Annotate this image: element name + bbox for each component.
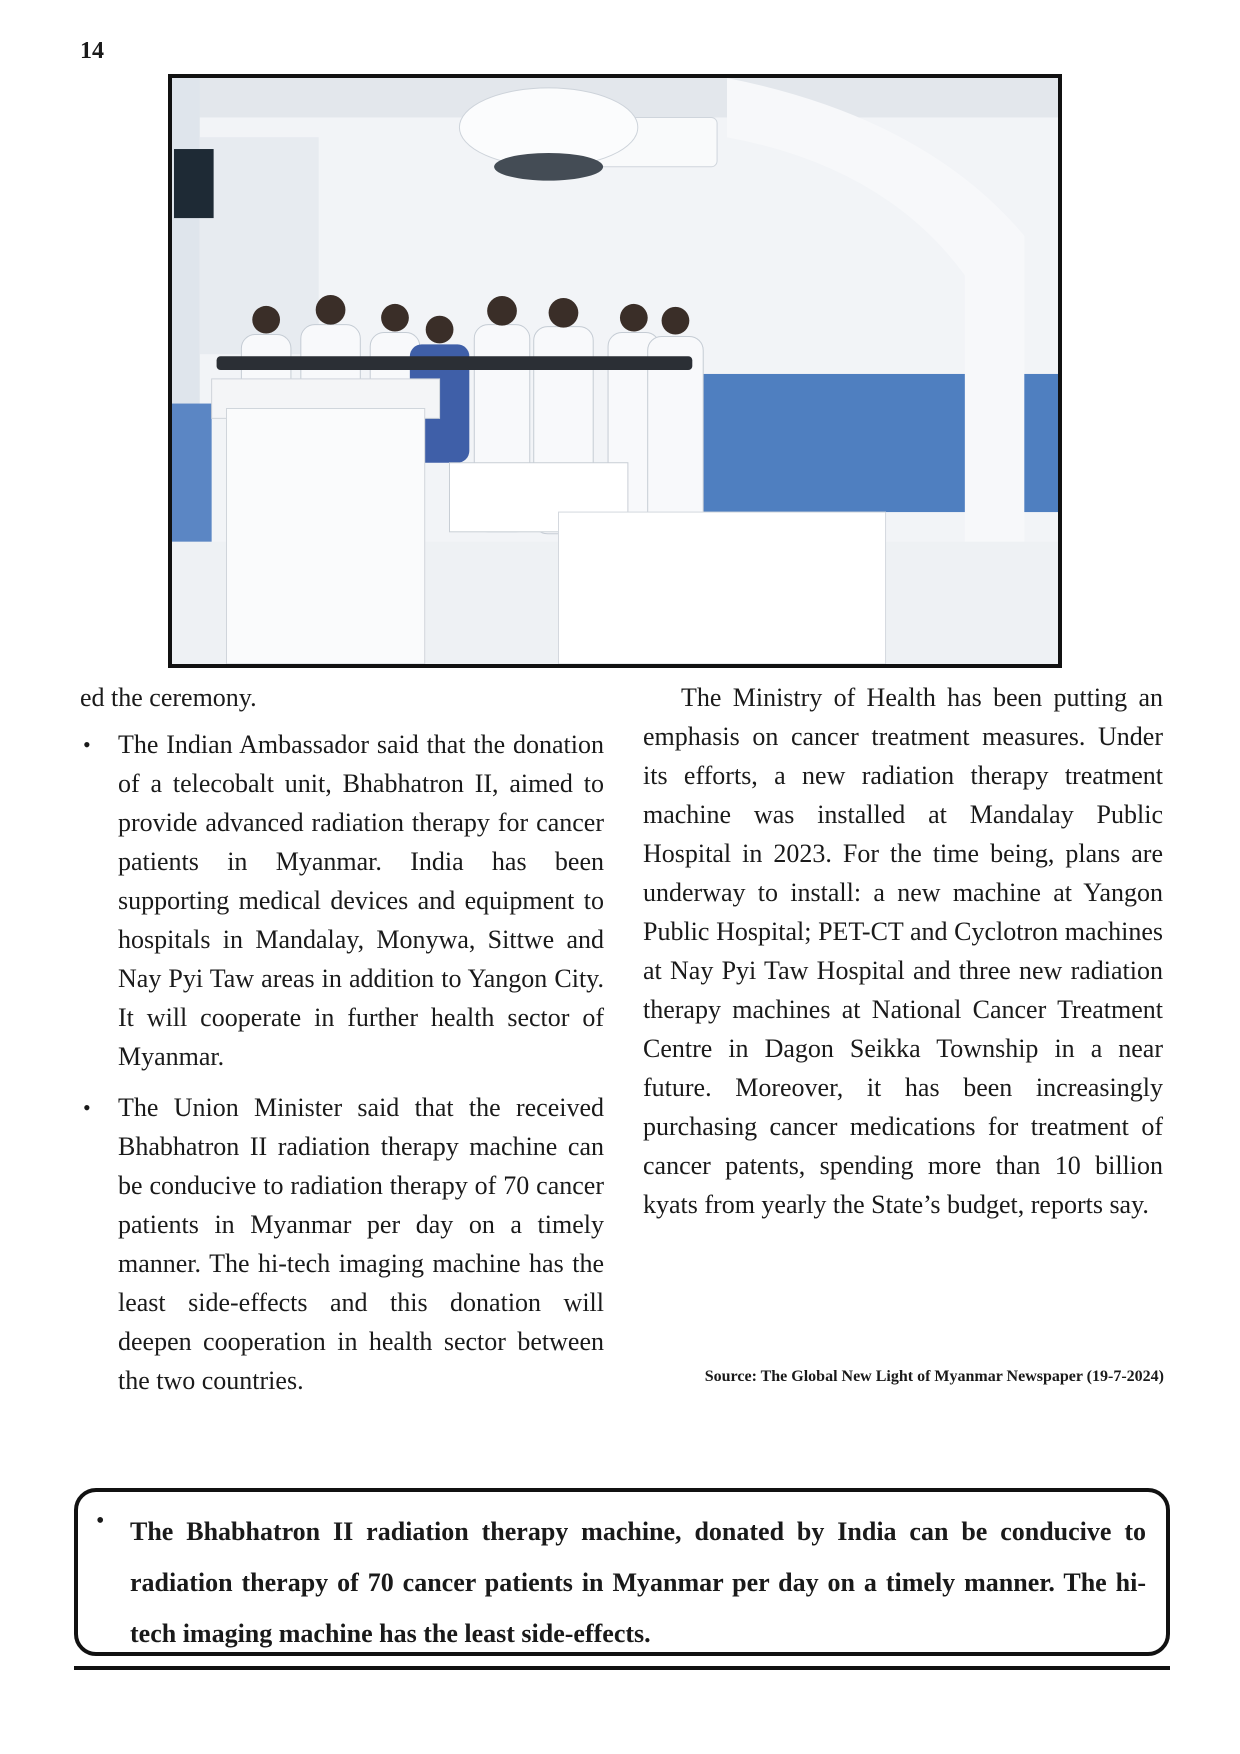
- list-item: [80, 1088, 604, 1400]
- right-paragraph: The Ministry of Health has been putting an emphasis on cancer treatment measures. Under its efforts, a new radiation therapy treatment machine was installed at Mandalay Public Hospital in 2023. For the time being, plans are underway to install: a new machine at Yangon Public Hospital; PET-CT and Cyclotron machines at Nay Pyi Taw Hospital and three new radiation therapy machines at National Cancer Treatment Centre in Dagon Seikka Township in a near future. Moreover, it has been increasingly purchasing cancer medications for treatment of cancer patents, spending more than 10 billion kyats from yearly the State’s budget, reports say.: [643, 683, 1163, 1219]
- left-column: [80, 678, 604, 1412]
- left-bullet-list: [80, 725, 604, 1400]
- bullet-text: The Union Minister said that the received Bhabhatron II radiation therapy machine can be conducive to radiation therapy of 70 cancer patients in Myanmar per day on a timely manner. The hi-tech imaging machine has the least side-effects and this donation will deepen cooperation in health sector between the two countries.: [118, 1093, 604, 1395]
- callout-text: The Bhabhatron II radiation therapy machine, donated by India can be conducive to radiation therapy of 70 cancer patients in Myanmar per day on a timely manner. The hi-tech imaging machine has the least side-effects.: [130, 1517, 1146, 1648]
- right-column: [643, 678, 1163, 1224]
- list-item: [80, 725, 604, 1076]
- bullet-icon: •: [83, 732, 91, 757]
- bottom-divider: [74, 1666, 1170, 1670]
- bullet-text: The Indian Ambassador said that the donation of a telecobalt unit, Bhabhatron II, aimed to provide advanced radiation therapy for cancer patients in Myanmar. India has been supporting medical devices and equipment to hospitals in Mandalay, Monywa, Sittwe and Nay Pyi Taw areas in addition to Yangon City. It will cooperate in further health sector of Myanmar.: [118, 730, 604, 1071]
- summary-callout-box: [74, 1488, 1170, 1656]
- source-credit: Source: The Global New Light of Myanmar Newspaper (19-7-2024): [704, 1368, 1164, 1385]
- bullet-icon: •: [96, 1508, 105, 1534]
- left-lead-paragraph: ed the ceremony.: [80, 683, 257, 712]
- bullet-icon: •: [83, 1095, 91, 1120]
- radiation-therapy-room-photo-icon: [172, 78, 1058, 664]
- page-number: 14: [80, 38, 104, 64]
- article-photo: [168, 74, 1062, 668]
